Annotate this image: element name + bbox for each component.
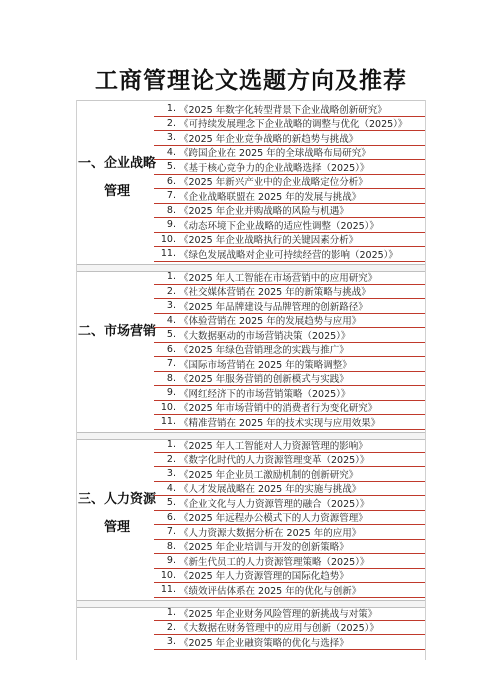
list-item: 7. 《国际市场营销在 2025 年的策略调整》	[154, 357, 426, 372]
list-item: 3. 《2025 年企业员工激励机制的创新研究》	[154, 467, 426, 482]
section-marketing	[76, 270, 426, 430]
topic-list	[154, 438, 426, 598]
list-item: 3. 《2025 年企业融资策略的优化与选择》	[154, 635, 426, 650]
list-item: 5. 《大数据驱动的市场营销决策（2025）》	[154, 328, 426, 343]
list-item: 1. 《2025 年人工智能对人力资源管理的影响》	[154, 438, 426, 453]
list-item: 7. 《人力资源大数据分析在 2025 年的应用》	[154, 525, 426, 540]
list-item: 9. 《网红经济下的市场营销策略（2025）》	[154, 386, 426, 401]
list-item: 10. 《2025 年人力资源管理的国际化趋势》	[154, 569, 426, 584]
list-item: 4. 《人才发展战略在 2025 年的实施与挑战》	[154, 482, 426, 497]
list-item: 5. 《企业文化与人力资源管理的融合（2025）》	[154, 496, 426, 511]
section-strategy	[76, 102, 426, 262]
list-item: 4. 《跨国企业在 2025 年的全球战略布局研究》	[154, 146, 426, 161]
section-label-line1: 二、市场营销	[78, 324, 157, 339]
section-hr	[76, 438, 426, 598]
list-item: 8. 《2025 年服务营销的创新模式与实践》	[154, 372, 426, 387]
list-item: 6. 《2025 年新兴产业中的企业战略定位分析》	[154, 175, 426, 190]
list-item: 2. 《社交媒体营销在 2025 年的新策略与挑战》	[154, 285, 426, 300]
list-item: 11. 《精准营销在 2025 年的技术实现与应用效果》	[154, 415, 426, 430]
list-item: 3. 《2025 年企业竞争战略的新趋势与挑战》	[154, 131, 426, 146]
table-border-left	[76, 100, 77, 660]
list-item: 8. 《2025 年企业并购战略的风险与机遇》	[154, 204, 426, 219]
table-border-right	[425, 100, 426, 660]
list-item: 2. 《大数据在财务管理中的应用与创新（2025）》	[154, 621, 426, 636]
list-item: 2. 《数字化时代的人力资源管理变革（2025）》	[154, 453, 426, 468]
topic-list	[154, 606, 426, 650]
page-title: 工商管理论文选题方向及推荐	[95, 68, 407, 94]
list-item: 3. 《2025 年品牌建设与品牌管理的创新路径》	[154, 299, 426, 314]
list-item: 10. 《2025 年企业战略执行的关键因素分析》	[154, 233, 426, 248]
section-finance	[76, 606, 426, 656]
list-item: 6. 《2025 年绿色营销理念的实践与推广》	[154, 343, 426, 358]
list-item: 10. 《2025 年市场营销中的消费者行为变化研究》	[154, 401, 426, 416]
list-item: 7. 《企业战略联盟在 2025 年的发展与挑战》	[154, 189, 426, 204]
section-label-line1: 三、人力资源	[78, 492, 157, 507]
list-item: 4. 《体验营销在 2025 年的发展趋势与应用》	[154, 314, 426, 329]
list-item: 11. 《绩效评估体系在 2025 年的优化与创新》	[154, 583, 426, 598]
topic-list	[154, 102, 426, 262]
list-item: 2. 《可持续发展理念下企业战略的调整与优化（2025）》	[154, 117, 426, 132]
list-item: 5. 《基于核心竞争力的企业战略选择（2025）》	[154, 160, 426, 175]
list-item: 11. 《绿色发展战略对企业可持续经营的影响（2025）》	[154, 247, 426, 262]
list-item: 8. 《2025 年企业培训与开发的创新策略》	[154, 540, 426, 555]
list-item: 9. 《动态环境下企业战略的适应性调整（2025）》	[154, 218, 426, 233]
list-item: 6. 《2025 年远程办公模式下的人力资源管理》	[154, 511, 426, 526]
topic-list	[154, 270, 426, 430]
section-label-line2: 管理	[103, 184, 130, 199]
list-item: 1. 《2025 年数字化转型背景下企业战略创新研究》	[154, 102, 426, 117]
list-item: 9. 《新生代员工的人力资源管理策略（2025）》	[154, 554, 426, 569]
section-label-line1: 一、企业战略	[78, 156, 157, 171]
section-label-line2: 管理	[103, 520, 130, 535]
list-item: 1. 《2025 年企业财务风险管理的新挑战与对策》	[154, 606, 426, 621]
list-item: 1. 《2025 年人工智能在市场营销中的应用研究》	[154, 270, 426, 285]
